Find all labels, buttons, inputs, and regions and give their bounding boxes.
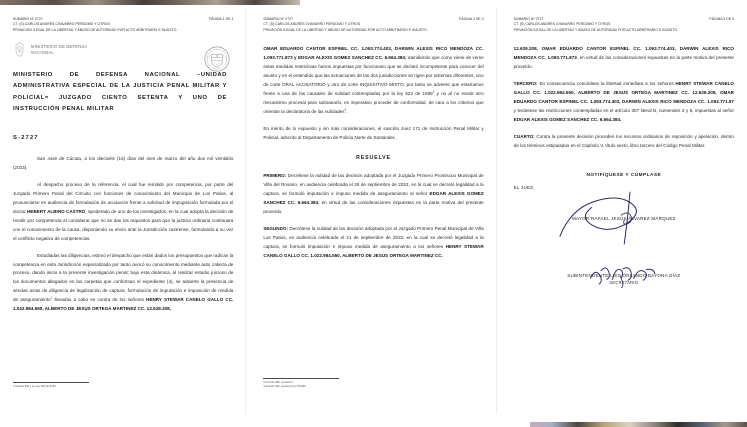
dateline-paragraph: San José de Cúcuta, a los dieciséis (16) días del mes de marzo del año dos mil veintidós (2023). [13, 155, 234, 170]
sumario-number: SUMARIO Nº 2727 [263, 17, 294, 21]
paragraph-segundo-continued [514, 45, 734, 72]
page-1-body [13, 155, 233, 314]
signer-name-judge: MAYOR RAFAEL JESÚS ÁLVAREZ MÁRQUEZ [572, 216, 676, 222]
para-continued-text: , en virtud de las consideraciones expuestas en la parte motiva del presente proveído. [513, 54, 734, 69]
letterhead-line-1: MINISTERIO DE DEFENSA [31, 44, 88, 49]
ministry-emblem-icon [13, 42, 26, 57]
resolution-tercero [514, 80, 734, 125]
tercero-restrictions-defendant: EDGAR ALEXIS GOMEZ SANCHEZ CC. 6.664.384. [513, 116, 622, 122]
document-page-2[interactable] [250, 8, 496, 414]
defendants-names-page1: HENRY STEWAR CANELO GALLO CC. 1.022.984.550, ALBERTO DE JESUS ORTEGA MARTINEZ CC. 12.629.208, [13, 297, 234, 312]
para-nullity-text-b: atendiendo que como viene de verse estas medidas restrictivas fueron impuestas por funcionario que se declaró incompetente para conocer del asunto y en el entendido que las actuaciones de las dos jurisdicciones se rigen por sistemas diferentes, uno de corte ORAL ACUSATORIO y otro de corte INQUISITIVO MIXTO, por tanto se advierte que estaríamos frente a una de las causales de nulidad contempladas por la ley 522 de 1999 [263, 54, 484, 96]
top-image-bleed-strip [0, 0, 300, 5]
crime-line: PRIVACIÓN ILEGAL DE LA LIBERTAD Y ABUSO DE AUTORIDAD POR ACTO ARBITRARIO E INJUSTO. [513, 27, 679, 32]
document-page-3[interactable] [501, 8, 747, 414]
paragraph-merit: En mérito de lo expuesto y sin más consideraciones, el suscrito Juez 171 de Instrucción Penal Militar y Policial, adscrito al Departamento de Policía Norte de Santander, [263, 125, 484, 140]
case-code: S-2727 [13, 134, 39, 141]
segundo-defendants: HENRY STEWAR CANELO GALLO CC. 1.022.984.550, ALBERTO DE JESUS ORTEGA MARTINEZ CC. [263, 244, 484, 259]
signer-role-secretary: SECRETARIO [609, 279, 639, 285]
page-1-header [13, 17, 233, 33]
footnote-ref-3: 3 [344, 107, 347, 112]
page-3-header [514, 17, 734, 33]
letterhead-line-2: NACIONAL [31, 49, 54, 55]
primero-text-a: Decrétese la nulidad de las decisión adoptada por el Juzgado Primero Promiscuo Municipal de Villa del Rosario, en audiencia celebrada el 29 de septiembre de 2022, en la cual se decretó legalidad a la captura, se formuló imputación e impuso medida de aseguramiento al señor [263, 173, 484, 197]
document-page-1[interactable] [0, 8, 246, 414]
paragraph-referral [13, 181, 233, 244]
primero-defendant: EDGAR ALEXIS GOMEZ SANCHEZ CC. 6.664.384 [263, 191, 484, 206]
accused-line: CT. (S) CARLOS ANDRÉS CHAVARRO PERDOMO Y OTROS [263, 22, 361, 27]
page-1-footnotes [13, 382, 201, 390]
cuarto-label: CUARTO: [513, 133, 535, 139]
resolve-heading: RESUELVE [356, 155, 391, 162]
page-2-header [263, 17, 483, 33]
bottom-image-bleed-strip [530, 422, 747, 427]
page-number-3: PÁGINA 3 DE 3 [709, 17, 734, 21]
footnote-separator-rule [13, 382, 89, 383]
footnote-ref-1: 1 [50, 295, 53, 300]
signature-zone [514, 216, 734, 285]
paragraph-findings [13, 252, 233, 315]
tercero-released-defendants: HENRY STEWAR CANELO GALLO CC. 1.022.984.550, ALBERTO DE JESUS ORTEGA MARTINEZ CC. 12.629.208, OMAR EDUARDO CANTOR ESPINEL CC. 1.093.774.403, DARWIN ALEXIS RICO MENDOZA CC. 1.093.771.87 [513, 80, 734, 104]
segundo-text-a: Decrétese la nulidad de las decisión adoptada por el Juzgado Primero Penal Municipal de Villa Los Patios, en audiencia celebrada el 21 de septiembre de 2022, en la cual se decretó legalidad a la captura, se formuló imputación e impuso medida de aseguramiento a los señores [263, 226, 484, 250]
resolution-cuarto [514, 133, 734, 151]
notify-heading: NOTIFÍQUESE Y CÚMPLASE [586, 172, 662, 178]
page-2-body [263, 45, 483, 261]
page-number-2: PÁGINA 2 DE 3 [459, 17, 484, 21]
segundo-label: SEGUNDO: [263, 226, 288, 232]
resolution-segundo [263, 225, 483, 261]
resolution-primero [263, 172, 483, 217]
page-number-1: PÁGINA 1 DE 3 [208, 17, 234, 21]
footnote-3: 3 Artículo 390, numeral 2 ley 522/99 [263, 385, 306, 389]
para-2-text-b: llevadas a cabo en contra de los señores [52, 297, 147, 303]
defendants-names-page3: 12.629.208, OMAR EDUARDO CANTOR ESPINEL CC. 1.093.774.403, DARWIN ALEXIS RICO MENDOZA CC. 1.093.771.873 [513, 45, 734, 60]
page-2-footnotes [263, 378, 451, 390]
accused-line: CT. (S) CARLOS ANDRÉS CHAVARRO PERDOMO Y OTROS [13, 22, 110, 27]
defendants-names-page2: OMAR EDUARDO CANTOR ESPINEL CC. 1.093.774.403, DARWIN ALEXIS RICO MENDOZA CC. 1.093.771.873 y EDGAR ALEXIS GOMEZ SANCHEZ CC. 6.664.384; [263, 45, 484, 60]
accused-line: CT. (S) CARLOS ANDRÉS CHAVARRO PERDOMO Y OTROS [513, 22, 611, 27]
tercero-label: TERCERO: [513, 80, 538, 86]
judge-label: EL JUEZ, [513, 185, 535, 191]
paragraph-nullity-grounds [263, 45, 483, 117]
tercero-text-c: y levántese las restricciones contempladas en el artículo 307 literal B, numerales 3 y 5, impuestas al señor [513, 107, 734, 113]
primero-text-c: , en virtud de las consideraciones expuestas en la parte motiva del presente proveído. [263, 200, 484, 215]
crime-line: PRIVACIÓN ILEGAL DE LA LIBERTAD Y ABUSO DE AUTORIDAD POR ACTO ARBITRARIO E INJUSTO. [13, 27, 178, 32]
republic-seal-icon [204, 46, 230, 72]
signature-block-secretary [514, 273, 734, 285]
crime-line: PRIVACIÓN ILEGAL DE LA LIBERTAD Y ABUSO DE AUTORIDAD POR ACTO ARBITRARIO E INJUSTO. [263, 27, 428, 32]
para-nullity-text-d: . [346, 108, 348, 114]
ministry-letterhead-text [31, 44, 87, 56]
attorney-name: HEBERT ALBINO CASTRO [27, 208, 86, 214]
sumario-number: SUMARIO Nº 2727 [13, 17, 43, 21]
primero-label: PRIMERO: [263, 173, 287, 179]
footnote-separator-rule [263, 378, 339, 379]
footnote-1: 1 Artículo 306 y ss. Ley 906 de 2004 [13, 385, 56, 389]
para-1-text-a: Al despacho proceso de la referencia, el cual fue remitido por competencia, por parte del Juzgado Primero Penal del Circuito con funciones de conocimiento del Municipio de Los Patios, al pronunciarse en audiencia de formulación de acusación frente a solicitud de impugnación formulada por el doctor [13, 181, 234, 214]
para-1-text-c: , apoderado de uno de los investigados, en la cual adopta la decisión de remitir por competencia al considerar que no se dan los requisitos para que la justicia ordinaria continuara con el conocimiento de la causa, disponiendo su envío ante la Jurisdicción castrense, formulando a su vez el conflicto negativo de competencias. [13, 208, 234, 241]
cuarto-text: Contra la presente decisión proceden los recursos ordinarios de reposición y apelación, dentro de los términos estipulados en el Capítulo V, título sexto, libro tercero del Código Penal Militar. [513, 133, 734, 148]
para-2-text-a: Estudiadas las diligencias, estimó el despacho que están dados los presupuestos que radican la competencia en esta Jurisdicción especializada por tanto avocó su conocimiento mediante auto cabeza de proceso, dando inicio a la presente investigación penal; bajo esta dinámica, al realizar estudio juicioso de los documentos allegados en las carpetas que conforman el expediente (4), se advierte la presencia de sendas actas de diligencia de legalización de captura, formulación de imputación e imposición de medida de aseguramiento [13, 252, 234, 303]
tercero-text-a: En consecuencia concédase la libertad inmediata a los señores [537, 80, 676, 86]
para-nullity-text-c: y no al no existir otro mecanismo procesal para subsanarlo, es imperativo proceder de conformidad, de cara a los criterios que orientan la declaratoria de las nulidades [263, 90, 484, 114]
footnote-ref-2: 2 [432, 89, 435, 94]
page-title: MINISTERIO DE DEFENSA NACIONAL –UNIDAD ADMINISTRATIVA ESPECIAL DE LA JUSTICIA PENAL MILITAR Y POLICIAL= JUZGADO CIENTO SETENTA Y UNO DE INSTRUCCIÓN PENAL MILITAR [13, 71, 227, 113]
page-3-body [514, 45, 734, 285]
sumario-number: SUMARIO Nº 2727 [513, 17, 544, 21]
ministry-letterhead [13, 41, 233, 59]
signer-name-secretary: SUBINTENDENTE LUIS ORLANDO BAYONA DÍAZ [567, 273, 681, 279]
footnote-2: 2 Artículo 388, numeral 3 [263, 380, 293, 384]
